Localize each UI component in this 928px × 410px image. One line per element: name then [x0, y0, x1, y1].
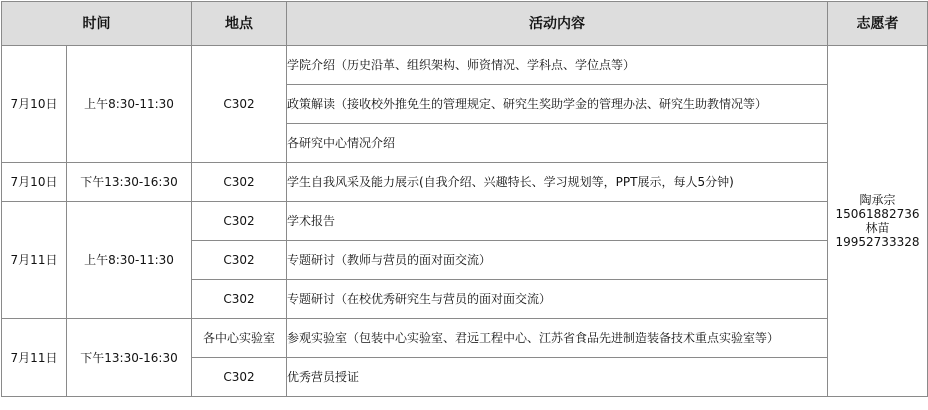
schedule-table — [1, 1, 928, 397]
time-cell: 下午13:30-16:30 — [67, 163, 192, 202]
volunteer-phone: 19952733328 — [835, 235, 920, 249]
activity-cell: 各研究中心情况介绍 — [287, 124, 828, 163]
activity-cell: 学院介绍（历史沿革、组织架构、师资情况、学科点、学位点等） — [287, 46, 828, 85]
activity-cell: 政策解读（接收校外推免生的管理规定、研究生奖助学金的管理办法、研究生助教情况等） — [287, 85, 828, 124]
activity-cell: 学生自我风采及能力展示(自我介绍、兴趣特长、学习规划等，PPT展示，每人5分钟) — [287, 163, 828, 202]
date-cell: 7月11日 — [2, 202, 67, 319]
table-row — [2, 46, 928, 85]
location-cell: C302 — [192, 202, 287, 241]
table-row — [2, 163, 928, 202]
activity-cell: 专题研讨（教师与营员的面对面交流） — [287, 241, 828, 280]
volunteer-name: 陶承宗 — [859, 193, 896, 207]
activity-cell: 优秀营员授证 — [287, 358, 828, 397]
table-row — [2, 319, 928, 358]
activity-cell: 学术报告 — [287, 202, 828, 241]
header-location: 地点 — [192, 2, 287, 46]
date-cell: 7月11日 — [2, 319, 67, 397]
location-cell: C302 — [192, 358, 287, 397]
volunteer-cell — [828, 46, 928, 397]
location-cell: C302 — [192, 163, 287, 202]
activity-cell: 专题研讨（在校优秀研究生与营员的面对面交流） — [287, 280, 828, 319]
header-activity: 活动内容 — [287, 2, 828, 46]
location-cell: C302 — [192, 46, 287, 163]
date-cell: 7月10日 — [2, 46, 67, 163]
volunteer-name: 林苗 — [865, 221, 890, 235]
time-cell: 上午8:30-11:30 — [67, 46, 192, 163]
time-cell: 下午13:30-16:30 — [67, 319, 192, 397]
time-cell: 上午8:30-11:30 — [67, 202, 192, 319]
volunteer-phone: 15061882736 — [835, 207, 920, 221]
activity-cell: 参观实验室（包装中心实验室、君远工程中心、江苏省食品先进制造装备技术重点实验室等） — [287, 319, 828, 358]
location-cell: C302 — [192, 241, 287, 280]
header-time: 时间 — [2, 2, 192, 46]
date-cell: 7月10日 — [2, 163, 67, 202]
table-row — [2, 202, 928, 241]
location-cell: C302 — [192, 280, 287, 319]
header-row — [2, 2, 928, 46]
header-volunteer: 志愿者 — [828, 2, 928, 46]
location-cell: 各中心实验室 — [192, 319, 287, 358]
